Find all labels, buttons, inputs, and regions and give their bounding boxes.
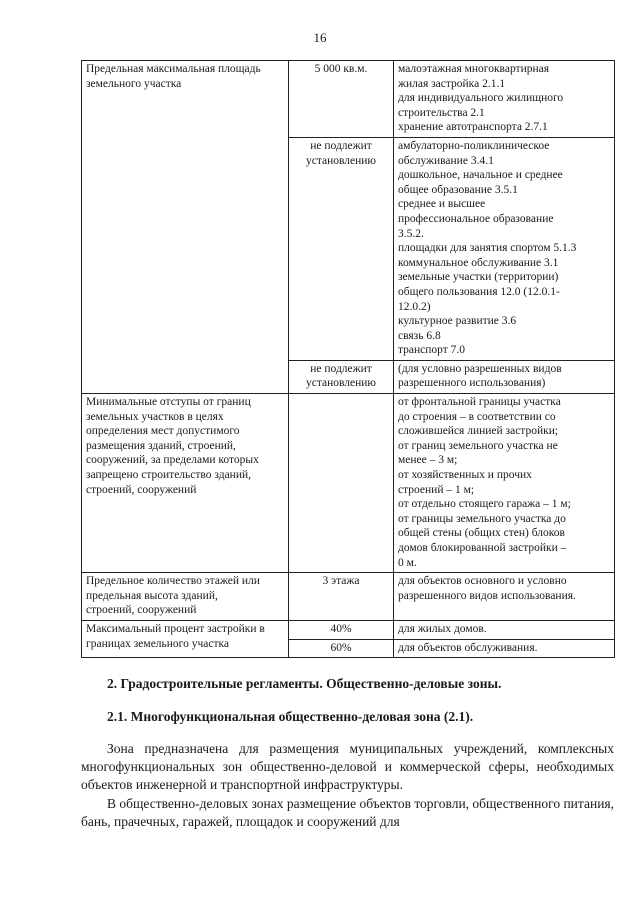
table-cell-col3 (394, 61, 615, 138)
cell-line: строений, сооружений (86, 604, 197, 617)
cell-line: 3 этажа (322, 575, 360, 588)
cell-line: 0 м. (398, 556, 417, 569)
table-cell-col2 (289, 620, 394, 639)
section-heading: 2. Градостроительные регламенты. Общественно-деловые зоны. (107, 676, 502, 691)
paragraph-zone-purpose: Зона предназначена для размещения муниципальных учреждений, комплексных многофункциональных зон общественно-деловой и коммерческой сферы, необходимых объектов инженерной и транспортной инфраструктуры. (81, 741, 614, 792)
cell-line: строительства 2.1 (398, 106, 485, 119)
table-cell-col3 (394, 620, 615, 639)
table-cell-col3 (394, 639, 615, 658)
cell-line: для индивидуального жилищного (398, 92, 564, 105)
cell-line: разрешенного видов использования. (398, 589, 576, 602)
table-cell-col1 (82, 573, 289, 621)
cell-line: земельного участка (86, 77, 182, 90)
cell-line: жилая застройка 2.1.1 (398, 77, 506, 90)
cell-line: 60% (330, 641, 352, 654)
cell-line: малоэтажная многоквартирная (398, 63, 550, 75)
table-cell-col1 (82, 620, 289, 657)
cell-line: профессиональное образование (398, 212, 554, 225)
cell-line: границах земельного участка (86, 637, 230, 650)
cell-line: (для условно разрешенных видов (398, 362, 562, 375)
cell-line: сооружений, за пределами которых (86, 454, 259, 467)
cell-line: от фронтальной границы участка (398, 396, 561, 409)
page-number: 16 (313, 30, 327, 45)
cell-line: общего пользования 12.0 (12.0.1- (398, 285, 560, 298)
cell-line: домов блокированной застройки – (398, 542, 567, 554)
cell-line: общей стены (общих стен) блоков (398, 527, 565, 540)
cell-line: не подлежит (310, 139, 372, 152)
regulations-table (81, 60, 615, 658)
table-cell-col2 (289, 360, 394, 393)
cell-line: разрешенного использования) (398, 377, 546, 390)
cell-line: 12.0.2) (398, 300, 431, 313)
table-cell-col3 (394, 137, 615, 360)
cell-line: земельные участки (территории) (398, 271, 559, 284)
cell-line: запрещено строительство зданий, (86, 469, 252, 482)
cell-line: размещения зданий, строений, (86, 439, 236, 452)
table-cell-col2 (289, 394, 394, 573)
cell-line: предельная высота зданий, (86, 589, 218, 602)
cell-line: 3.5.2. (398, 227, 424, 240)
cell-line: сложившейся линией застройки; (398, 425, 559, 438)
cell-line: строений, сооружений (86, 483, 197, 496)
table-cell-col2 (289, 573, 394, 621)
cell-line: коммунальное обслуживание 3.1 (398, 256, 559, 269)
table-cell-col2 (289, 137, 394, 360)
cell-line: культурное развитие 3.6 (398, 315, 517, 328)
subsection-heading: 2.1. Многофункциональная общественно-деловая зона (2.1). (107, 709, 474, 724)
cell-line: установлению (305, 377, 377, 390)
table-cell-col2 (289, 61, 394, 138)
cell-line: менее – 3 м; (398, 454, 458, 467)
cell-line: среднее и высшее (398, 198, 486, 211)
table-cell-col1 (82, 394, 289, 573)
cell-line: для объектов обслуживания. (398, 641, 538, 654)
cell-line: транспорт 7.0 (398, 344, 466, 357)
cell-line: 5 000 кв.м. (314, 63, 368, 75)
cell-line: Предельное количество этажей или (86, 575, 260, 588)
cell-line: земельных участков в целях (86, 410, 224, 423)
cell-line: 40% (330, 622, 352, 635)
cell-line: определения мест допустимого (86, 425, 240, 438)
cell-line: обслуживание 3.4.1 (398, 154, 494, 167)
table-row (82, 394, 615, 573)
table-row (82, 61, 615, 138)
table-cell-col3 (394, 573, 615, 621)
cell-line: от хозяйственных и прочих (398, 469, 532, 482)
cell-line: площадки для занятия спортом 5.1.3 (398, 242, 577, 255)
cell-line: установлению (305, 154, 377, 167)
cell-line: Минимальные отступы от границ (86, 396, 251, 409)
cell-line: связь 6.8 (398, 329, 441, 342)
cell-line: для жилых домов. (398, 622, 487, 635)
cell-line: Предельная максимальная площадь (86, 63, 261, 75)
cell-line: до строения – в соответствии со (398, 410, 556, 423)
table-cell-col3 (394, 360, 615, 393)
cell-line: строений – 1 м; (398, 483, 475, 496)
cell-line: не подлежит (310, 362, 372, 375)
cell-line: амбулаторно-поликлиническое (398, 139, 550, 152)
cell-line: общее образование 3.5.1 (398, 183, 518, 196)
cell-line: от границ земельного участка не (398, 439, 558, 452)
table-cell-col2 (289, 639, 394, 658)
paragraph-zone-placement: В общественно-деловых зонах размещение объектов торговли, общественного питания, бань, прачечных, гаражей, площадок и сооружений для (81, 796, 615, 829)
cell-line: от отдельно стоящего гаража – 1 м; (398, 498, 571, 511)
cell-line: от границы земельного участка до (398, 512, 566, 525)
cell-line: дошкольное, начальное и среднее (398, 169, 563, 182)
table-row (82, 620, 615, 639)
cell-line: Максимальный процент застройки в (86, 622, 265, 635)
table-cell-col1 (82, 61, 289, 394)
cell-line: хранение автотранспорта 2.7.1 (398, 121, 548, 134)
cell-line: для объектов основного и условно (398, 575, 567, 588)
table-cell-col3 (394, 394, 615, 573)
table-row (82, 573, 615, 621)
